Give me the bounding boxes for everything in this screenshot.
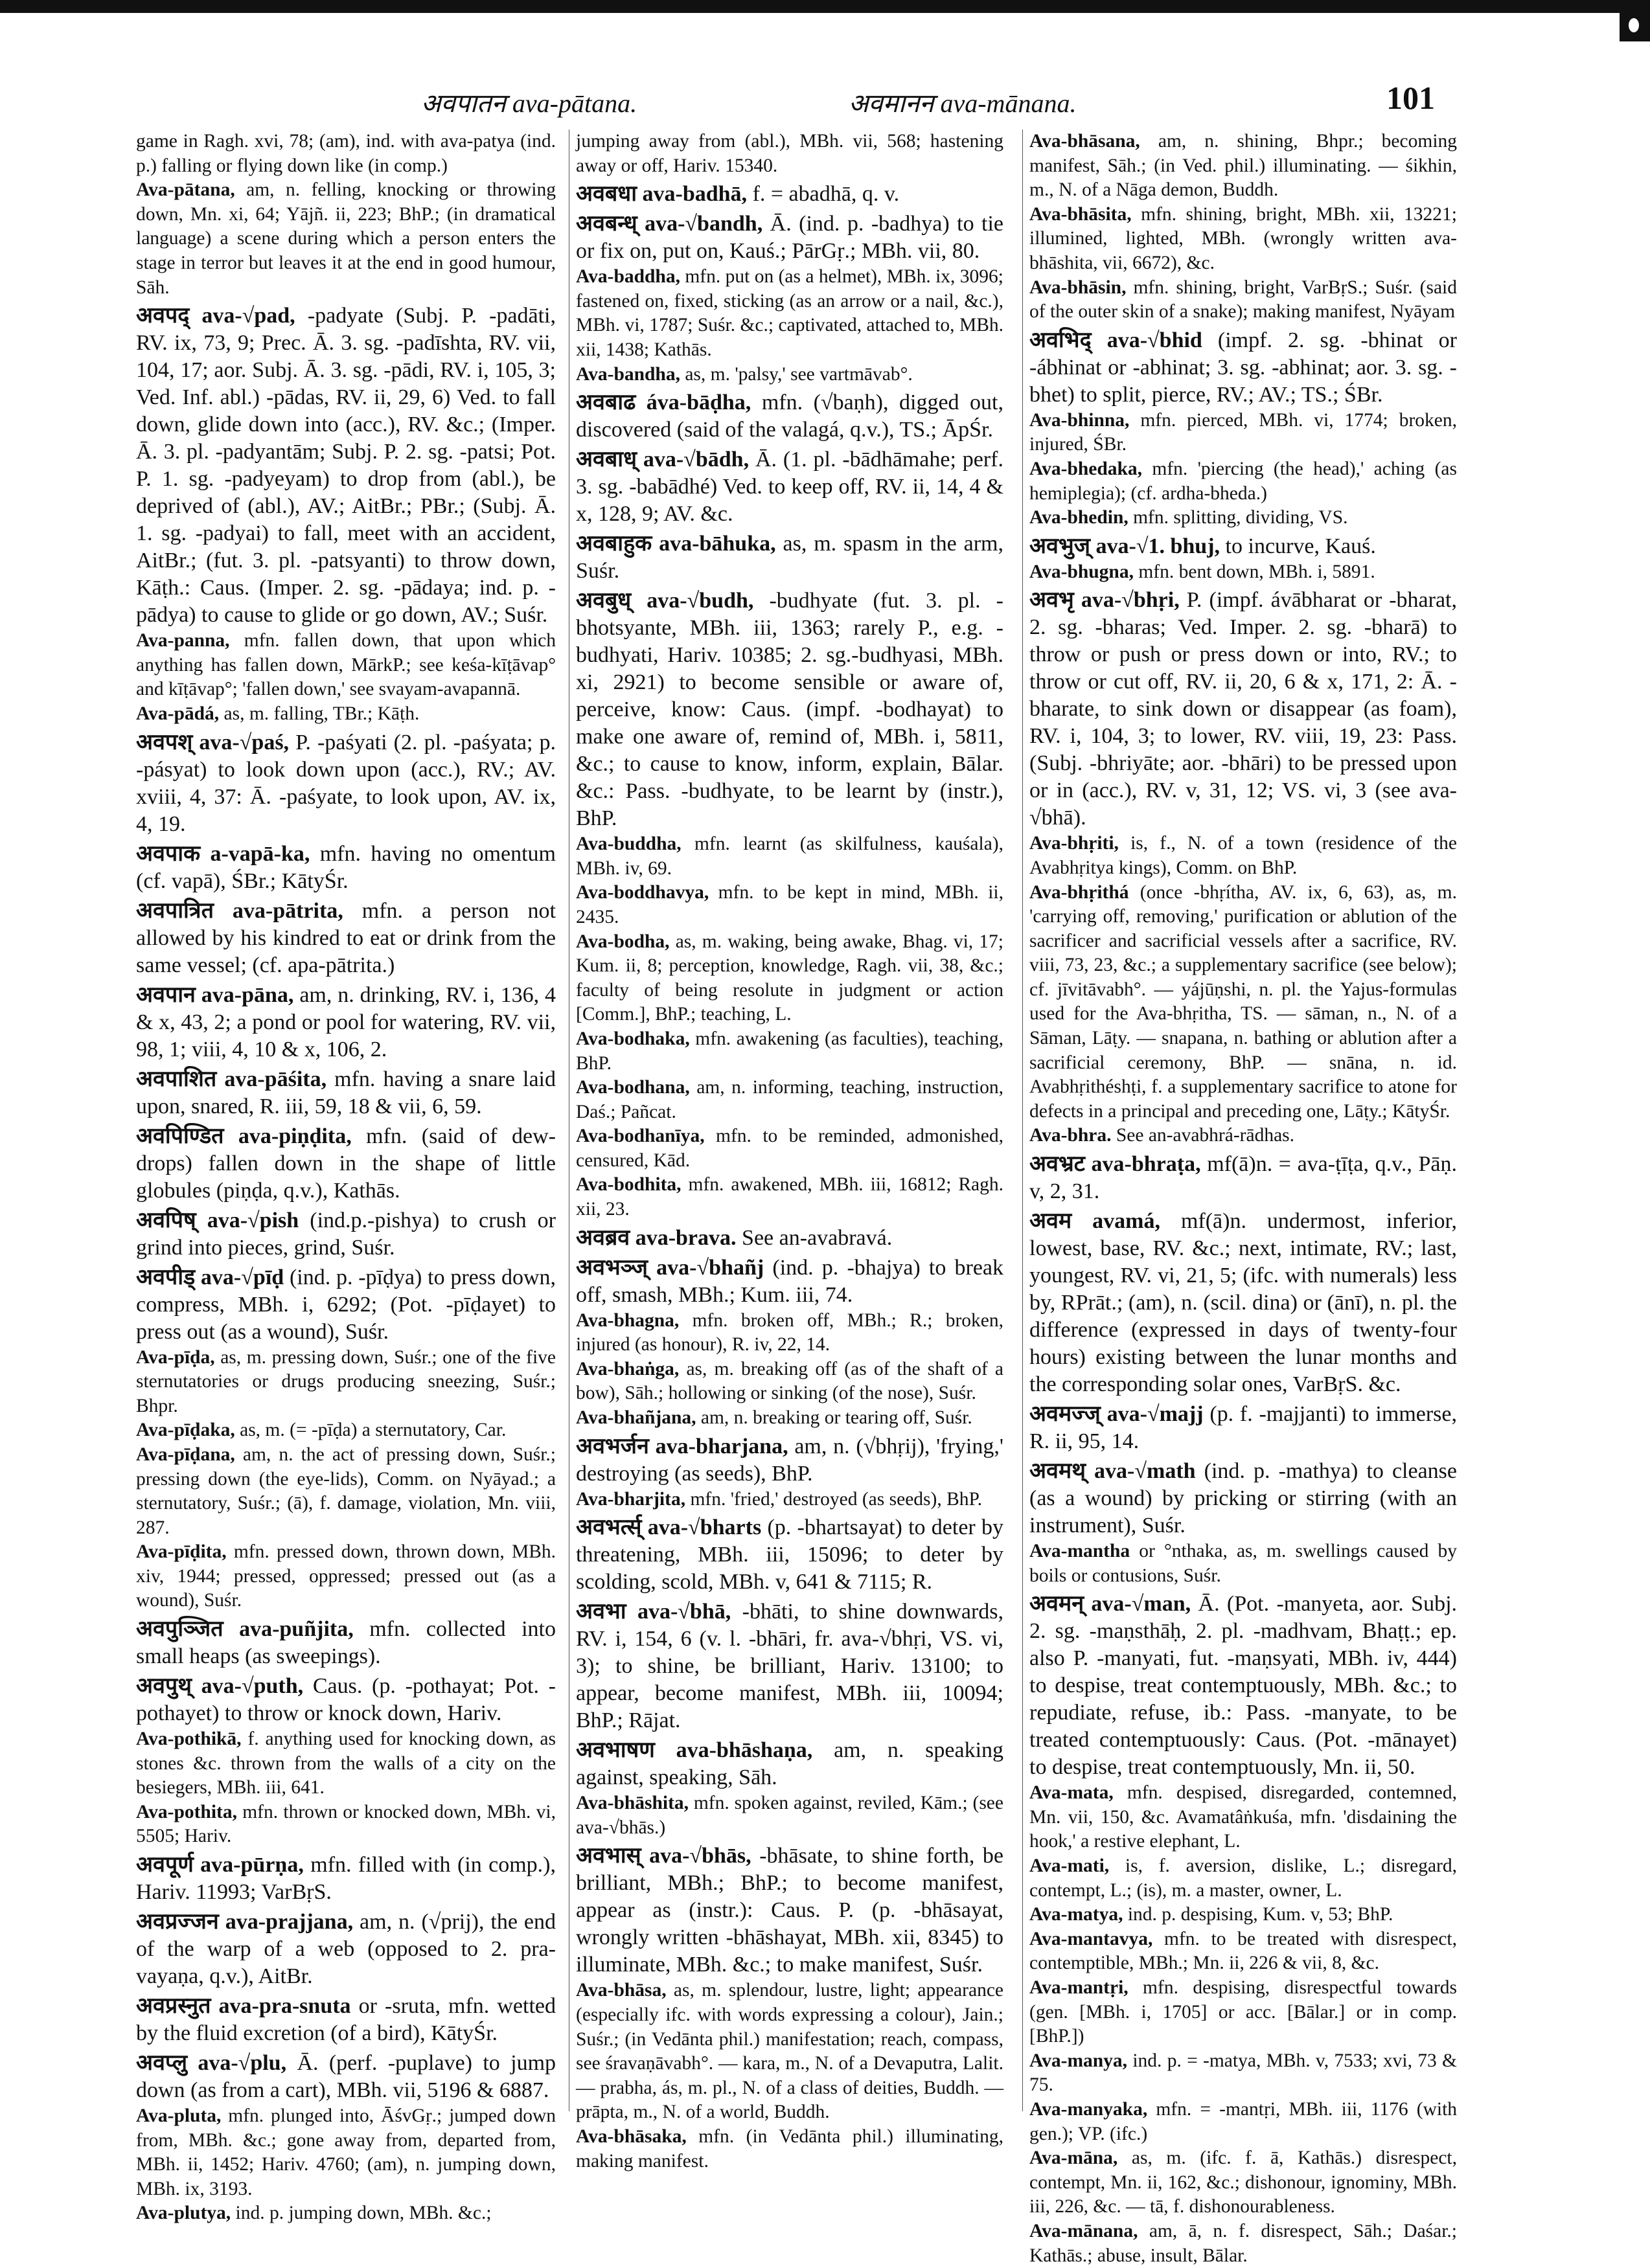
dictionary-entry: [136, 1993, 556, 2047]
entry-definition: mfn. shining, bright, VarBṛS.; Suśr. (said of the outer skin of a snake); making manifest, Nyāyam: [1029, 277, 1457, 323]
dictionary-entry: [576, 832, 1003, 881]
entry-definition: am, n. shining, Bhpr.; becoming manifest, Sāh.; (in Ved. phil.) illuminating. — śikhin, m., N. of a Nāga demon, Buddh.: [1029, 131, 1458, 201]
entry-headword: अवभा ava-√bhā,: [576, 1600, 731, 1624]
dictionary-entry: [576, 1433, 1003, 1488]
dictionary-entry: [136, 702, 556, 727]
entry-definition: as, m. pressing down, Suśr.; one of the five sternutatories or drugs producing sneezing, Suśr.; Bhpr.: [136, 1346, 556, 1416]
entry-definition: as, m. breaking off (as of the shaft of a bow), Sāh.; hollowing or sinking (of the nose), Suśr.: [576, 1358, 1003, 1404]
entry-definition: is, f. aversion, dislike, L.; disregard, contempt, L.; (is), m. a master, owner, L.: [1029, 1855, 1457, 1901]
entry-headword: Ava-mata,: [1029, 1782, 1114, 1804]
dictionary-entry: [1029, 1208, 1457, 1398]
entry-headword: Ava-mānana,: [1029, 2220, 1138, 2241]
entry-headword: Ava-bhinna,: [1029, 409, 1130, 431]
dictionary-entry: [576, 1843, 1003, 1979]
entry-headword: अवप्रज्जन ava-prajjana,: [136, 1910, 354, 1934]
entry-definition: Ā. (perf. -puplave) to jump down (as from a cart), MBh. vii, 5196 & 6887.: [136, 2051, 556, 2103]
entry-definition: to incurve, Kauś.: [1225, 534, 1376, 558]
dictionary-entry: [576, 265, 1003, 362]
entry-headword: Ava-bharjita,: [576, 1488, 686, 1510]
dictionary-entry: [136, 1727, 556, 1800]
entry-headword: अवपिण्डित ava-piṇḍita,: [136, 1124, 352, 1148]
entry-headword: Ava-bodhaka,: [576, 1028, 690, 1049]
dictionary-entry: [136, 2104, 556, 2201]
dictionary-entry: [1029, 1903, 1457, 1927]
entry-definition: or -sruta, mfn. wetted by the fluid excretion (of a bird), KātyŚr.: [136, 1994, 556, 2046]
entry-definition: mfn. awakening (as faculties), teaching, BhP.: [576, 1028, 1003, 1074]
entry-definition: as, m. spasm in the arm, Suśr.: [576, 532, 1003, 584]
dictionary-entry: [136, 2201, 556, 2226]
entry-headword: Ava-mantavya,: [1029, 1928, 1153, 1949]
entry-definition: mf(ā)n. = ava-ṭīṭa, q.v., Pāṇ. v, 2, 31.: [1029, 1152, 1457, 1204]
dictionary-entry: [136, 1909, 556, 1990]
entry-definition: -padyate (Subj. P. -padāti, RV. ix, 73, 9; Prec. Ā. 3. sg. -padīshta, RV. vii, 104, 17; aor. Subj. Ā. 3. sg. -pādi, RV. i, 105, 3; Ved. Inf. abl.) -pādas, RV. ii, 29, 6) Ved. to fall down, glide down into (acc.), RV. &c.; (Imper. Ā. 3. pl. -padyantām; Subj. P. 2. sg. -patsi; Pot. P. 1. sg. -padyeyam) to drop from (abl.), be deprived of (abl.), AV.; AitBr.; PBr.; (Subj. Ā. 1. sg. -padyai) to fall, meet with an accident, AitBr.; (fut. 3. pl. -patsyanti) to throw down, Kāṭh.: Caus. (Imper. 2. sg. -pādaya; ind. p. -pādya) to cause to glide or go down, AV.; Suśr.: [136, 304, 556, 628]
entry-headword: Ava-pluta,: [136, 2105, 222, 2127]
running-header: [136, 80, 1464, 123]
entry-definition: Ā. (Pot. -manyeta, aor. Subj. 2. sg. -maṇsthāḥ, 2. pl. -madhvam, Bhaṭṭ.; ep. also P. -manyati, fut. -maṇsyati, MBh. iv, 444) to despise, treat contemptuously, MBh. &c.; to repudiate, refuse, ib.: Pass. -manyate, to be treated contemptuously: Caus. (Pot. -mānayet) to despise, treat contemptuously, Mn. ii, 50.: [1029, 1592, 1458, 1780]
dictionary-entry: [576, 181, 1003, 208]
entry-headword: अवबुध् ava-√budh,: [576, 589, 754, 613]
entry-headword: Ava-buddha,: [576, 833, 682, 855]
entry-definition: ind. p. = -matya, MBh. v, 7533; xvi, 73 & 75.: [1029, 2050, 1457, 2096]
dictionary-entry: [136, 1673, 556, 1727]
entry-definition: mf(ā)n. undermost, inferior, lowest, base, RV. &c.; next, intimate, RV.; last, youngest, RV. vi, 21, 5; (ifc. with numerals) less by, RPrāt.; (am), n. (scil. dina) or (ānī), n. pl. the difference (expressed in days of twenty-four hours) existing between the lunar months and the corresponding solar ones, VarBṛS. &c.: [1029, 1209, 1457, 1397]
entry-definition: mfn. pressed down, thrown down, MBh. xiv, 1944; pressed, oppressed; pressed out (as a wound), Suśr.: [136, 1541, 556, 1611]
entry-definition: mfn. to be kept in mind, MBh. ii, 2435.: [576, 882, 1003, 927]
entry-headword: Ava-bhāsita,: [1029, 203, 1132, 225]
entry-headword: अवप्रस्नुत ava-pra-snuta: [136, 1994, 351, 2019]
dictionary-entry: [1029, 881, 1457, 1124]
entry-definition: mfn. 'piercing (the head),' aching (as hemiplegia); (cf. ardha-bheda.): [1029, 458, 1458, 504]
entry-definition: f. = abadhā, q. v.: [752, 182, 900, 207]
entry-definition: am, n. the act of pressing down, Suśr.; pressing down (the eye-lids), Comm. on Nyāyad.; a sternutatory, Suśr.; (ā), f. damage, violation, Mn. viii, 287.: [136, 1444, 556, 1538]
entry-definition: mfn. = -mantṛi, MBh. iii, 1176 (with gen.); VP. (ifc.): [1029, 2098, 1458, 2144]
entry-headword: अवपुथ् ava-√puth,: [136, 1674, 304, 1699]
dictionary-entry: [576, 1225, 1003, 1252]
entry-headword: Ava-bhedin,: [1029, 507, 1129, 528]
dictionary-entry: [136, 729, 556, 838]
entry-headword: Ava-bhāshita,: [576, 1793, 689, 1814]
dictionary-entry: [576, 1737, 1003, 1791]
entry-headword: अवपात्रित ava-pātrita,: [136, 898, 343, 923]
entry-definition: mfn. awakened, MBh. iii, 16812; Ragh. xii, 23.: [576, 1174, 1003, 1220]
entry-definition: mfn. filled with (in comp.), Hariv. 11993; VarBṛS.: [136, 1853, 556, 1905]
entry-headword: अवब्रव ava-brava.: [576, 1225, 737, 1250]
entry-definition: as, m. 'palsy,' see vartmāvab°.: [685, 363, 913, 385]
entry-headword: Ava-bhṛithá: [1029, 881, 1129, 903]
entry-definition: mfn. to be treated with disrespect, contemptible, MBh.; Mn. ii, 226 & vii, 8, &c.: [1029, 1928, 1457, 1974]
entry-definition: mfn. put on (as a helmet), MBh. ix, 3096; fastened on, fixed, sticking (as an arrow or a nail, &c.), MBh. vi, 1787; Suśr. &c.; captivated, attached to, MBh. xii, 1438; Kathās.: [576, 266, 1004, 360]
page-number: 101: [1386, 80, 1435, 116]
entry-definition: mfn. 'fried,' destroyed (as seeds), BhP.: [690, 1488, 983, 1510]
dictionary-entry: [136, 1346, 556, 1419]
entry-definition: mfn. (√baṇh), digged out, discovered (said of the valagá, q.v.), TS.; ĀpŚr.: [576, 391, 1004, 442]
dictionary-entry: [1029, 409, 1457, 457]
entry-headword: अवभर्जन ava-bharjana,: [576, 1434, 788, 1458]
entry-headword: Ava-bhugna,: [1029, 561, 1134, 582]
dictionary-entry: [576, 446, 1003, 528]
entry-definition: Ā. (1. pl. -bādhāmahe; perf. 3. sg. -babādhé) Ved. to keep off, RV. ii, 14, 4 & x, 128, 9; AV. &c.: [576, 448, 1003, 527]
entry-headword: अवमथ् ava-√math: [1029, 1459, 1196, 1484]
top-border-bar: [0, 0, 1650, 13]
dictionary-entry: [576, 1309, 1003, 1357]
entry-definition: am, n. speaking against, speaking, Sāh.: [576, 1738, 1004, 1790]
dictionary-entry: [136, 1418, 556, 1443]
entry-headword: Ava-bandha,: [576, 363, 680, 385]
entry-definition: jumping away from (abl.), MBh. vii, 568; hastening away or off, Hariv. 15340.: [576, 131, 1003, 176]
entry-headword: अवभाषण ava-bhāshaṇa,: [576, 1738, 813, 1763]
entry-definition: (ind. p. -pīḍya) to press down, compress, MBh. i, 6292; (Pot. -pīḍayet) to press out (as a wound), Suśr.: [136, 1265, 556, 1344]
entry-definition: (ind.p.-pishya) to crush or grind into pieces, grind, Suśr.: [136, 1208, 556, 1260]
entry-definition: ind. p. despising, Kum. v, 53; BhP.: [1127, 1904, 1393, 1925]
entry-definition: mfn. (in Vedānta phil.) illuminating, making manifest.: [576, 2126, 1003, 2172]
dictionary-entry: [1029, 1401, 1457, 1455]
dictionary-entry: [136, 1800, 556, 1849]
dictionary-entry: [576, 587, 1003, 832]
entry-definition: ind. p. jumping down, MBh. &c.;: [235, 2203, 492, 2224]
dictionary-entry: [1029, 203, 1457, 276]
entry-definition: mfn. plunged into, ĀśvGṛ.; jumped down from, MBh. &c.; gone away from, departed from, MBh. ii, 1452; Hariv. 4760; (am), n. jumping down, MBh. ix, 3193.: [136, 2105, 556, 2199]
entry-definition: (p. f. -majjanti) to immerse, R. ii, 95, 14.: [1029, 1402, 1457, 1454]
dictionary-entry: [1029, 2049, 1457, 2098]
entry-definition: mfn. a person not allowed by his kindred to eat or drink from the same vessel; (cf. apa-pātrita.): [136, 898, 556, 977]
dictionary-entry: [1029, 1151, 1457, 1205]
binding-hole-icon: [1629, 18, 1639, 32]
dictionary-entry: [576, 389, 1003, 444]
entry-headword: अवपान ava-pāna,: [136, 982, 294, 1007]
dictionary-entry: [1029, 2098, 1457, 2146]
dictionary-entry: [136, 1443, 556, 1540]
dictionary-entry: [576, 130, 1003, 178]
entry-definition: mfn. thrown or knocked down, MBh. vi, 5505; Hariv.: [136, 1801, 556, 1847]
entry-headword: Ava-mantṛi,: [1029, 1977, 1129, 1998]
entry-headword: Ava-manya,: [1029, 2050, 1128, 2071]
entry-definition: (ind. p. -bhajya) to break off, smash, MBh.; Kum. iii, 74.: [576, 1255, 1004, 1307]
dictionary-column-1: [136, 130, 556, 2224]
dictionary-column-2: [569, 130, 1004, 2172]
entry-definition: am, n. (√prij), the end of the warp of a web (opposed to 2. pra-vayaṇa, q.v.), AitBr.: [136, 1910, 556, 1989]
entry-definition: game in Ragh. xvi, 78; (am), ind. with ava-patya (ind. p.) falling or flying down like (in comp.): [136, 131, 556, 176]
dictionary-entry: [1029, 533, 1457, 560]
entry-definition: -budhyate (fut. 3. pl. -bhotsyante, MBh. iii, 1363; rarely P., e.g. -budhyati, Hariv. 10385; 2. sg.-budhyasi, MBh. xi, 2921) to become sensible or aware of, perceive, know: Caus. (impf. -bodhayat) to make one aware of, remind of, MBh. i, 5811, &c.; to cause to know, inform, explain, Bālar. &c.: Pass. -budhyate, to be learnt by (instr.), BhP.: [576, 589, 1004, 831]
entry-definition: as, m. (= -pīḍa) a sternutatory, Car.: [240, 1420, 507, 1441]
entry-headword: Ava-pīḍa,: [136, 1346, 215, 1368]
entry-definition: as, m. (ifc. f. ā, Kathās.) disrespect, contempt, Mn. ii, 162, &c.; dishonour, ignominy, MBh. iii, 226, &c. — tā, f. dishonourableness.: [1029, 2148, 1458, 2217]
entry-headword: अवमन् ava-√man,: [1029, 1592, 1191, 1616]
entry-definition: am, n. (√bhṛij), 'frying,' destroying (as seeds), BhP.: [576, 1434, 1003, 1486]
entry-headword: Ava-bodhana,: [576, 1077, 690, 1098]
dictionary-entry: [136, 1540, 556, 1613]
dictionary-entry: [136, 1852, 556, 1906]
dictionary-entry: [136, 1264, 556, 1346]
entry-definition: mfn. despising, disrespectful towards (gen. [MBh. i, 1705] or acc. [Bālar.] or in comp. [BhP.]): [1029, 1977, 1457, 2047]
entry-definition: as, m. splendour, lustre, light; appearance (especially ifc. with words expressing a colour), Jain.; Suśr.; (in Vedānta phil.) manifestation; reach, compass, see śravaṇāvabh°. — kara, m., N. of a Devaputra, Lalit. — prabha, ás, m. pl., N. of a class of deities, Buddh. — prāpta, m., N. of a world, Buddh.: [576, 1980, 1004, 2123]
entry-headword: Ava-māna,: [1029, 2148, 1118, 2169]
entry-headword: Ava-bhāsana,: [1029, 131, 1140, 152]
entry-definition: See an-avabhrá-rādhas.: [1116, 1125, 1295, 1146]
entry-headword: अवप्लु ava-√plu,: [136, 2051, 287, 2076]
dictionary-entry: [1029, 506, 1457, 530]
entry-headword: Ava-bhaṅga,: [576, 1358, 680, 1379]
entry-headword: Ava-pādá,: [136, 703, 220, 724]
dictionary-entry: [136, 302, 556, 629]
dictionary-entry: [576, 2125, 1003, 2173]
dictionary-entry: [576, 1254, 1003, 1309]
entry-definition: -bhāsate, to shine forth, be brilliant, MBh.; BhP.; to become manifest, appear as (instr.): Caus. P. (p. -bhāsayat, wrongly written -bhāshayat, MBh. xii, 8345) to illuminate, MBh. &c.; to make manifest, Suśr.: [576, 1844, 1004, 1977]
dictionary-entry: [1029, 457, 1457, 506]
entry-headword: Ava-bhagna,: [576, 1310, 680, 1331]
entry-headword: Ava-baddha,: [576, 266, 680, 288]
dictionary-entry: [576, 1488, 1003, 1512]
dictionary-entry: [1029, 327, 1457, 409]
dictionary-entry: [576, 930, 1003, 1027]
entry-definition: mfn. bent down, MBh. i, 5891.: [1138, 561, 1375, 582]
entry-headword: अवबाध् ava-√bādh,: [576, 448, 750, 472]
entry-definition: -bhāti, to shine downwards, RV. i, 154, 6 (v. l. -bhāri, fr. ava-√bhṛi, VS. vi, 3); to shine, be brilliant, Hariv. 13100; to appear, become manifest, MBh. iii, 10094; BhP.; Rājat.: [576, 1600, 1004, 1733]
dictionary-column-3: [1022, 130, 1458, 2266]
entry-definition: am, n. drinking, RV. i, 136, 4 & x, 43, 2; a pond or pool for watering, RV. vii, 98, 1; viii, 4, 10 & x, 106, 2.: [136, 982, 556, 1061]
entry-definition: f. anything used for knocking down, as stones &c. thrown from the walls of a city on the besiegers, MBh. iii, 641.: [136, 1729, 556, 1798]
entry-headword: Ava-mati,: [1029, 1855, 1110, 1876]
dictionary-entry: [1029, 1927, 1457, 1976]
entry-headword: Ava-bodhanīya,: [576, 1126, 705, 1147]
dictionary-entry: [576, 530, 1003, 585]
dictionary-entry: [136, 1616, 556, 1670]
entry-headword: Ava-manyaka,: [1029, 2098, 1148, 2120]
dictionary-entry: [1029, 560, 1457, 585]
dictionary-entry: [136, 1207, 556, 1262]
dictionary-entry: [576, 1791, 1003, 1840]
entry-definition: mfn. fallen down, that upon which anything has fallen down, MārkP.; see keśa-kīṭāvap° and kīṭāvap°; 'fallen down,' see svayam-avapannā.: [136, 630, 556, 700]
entry-headword: Ava-panna,: [136, 630, 230, 652]
entry-definition: (impf. 2. sg. -bhinat or -ábhinat or -abhinat; 3. sg. -abhinat; aor. 3. sg. -bhet) to split, pierce, RV.; AV.; TS.; ŚBr.: [1029, 328, 1457, 407]
entry-definition: mfn. spoken against, reviled, Kām.; (see ava-√bhās.): [576, 1793, 1003, 1838]
entry-definition: mfn. having no omentum (cf. vapā), ŚBr.; KātyŚr.: [136, 841, 556, 893]
entry-headword: अवमज्ज् ava-√majj: [1029, 1402, 1204, 1427]
entry-definition: as, m. waking, being awake, Bhag. vi, 17; Kum. ii, 8; perception, knowledge, Ragh. vii, 38, &c.; faculty of being resolute in judgment or action [Comm.], BhP.; teaching, L.: [576, 931, 1004, 1025]
dictionary-entry: [136, 898, 556, 979]
entry-definition: am, n. breaking or tearing off, Suśr.: [700, 1407, 972, 1429]
entry-definition: or °nthaka, as, m. swellings caused by boils or contusions, Suśr.: [1029, 1541, 1457, 1586]
entry-headword: अवपीड् ava-√pīḍ: [136, 1265, 284, 1289]
dictionary-entry: [136, 1123, 556, 1205]
entry-headword: अवभ्रट ava-bhraṭa,: [1029, 1152, 1201, 1177]
entry-definition: Caus. (p. -pothayat; Pot. -pothayet) to throw or knock down, Hariv.: [136, 1674, 556, 1726]
entry-headword: Ava-bhra.: [1029, 1125, 1112, 1146]
dictionary-entry: [1029, 2146, 1457, 2219]
entry-definition: (p. -bhartsayat) to deter by threatening, MBh. iii, 15096; to deter by scolding, scold, MBh. v, 641 & 7115; R.: [576, 1515, 1003, 1594]
running-head-left: अवपातन ava-pātana.: [421, 89, 637, 118]
entry-headword: Ava-pothita,: [136, 1801, 237, 1822]
entry-definition: mfn. learnt (as skilfulness, kauśala), MBh. iv, 69.: [576, 833, 1003, 879]
entry-headword: Ava-bhāsaka,: [576, 2126, 687, 2147]
entry-headword: Ava-bodha,: [576, 931, 670, 952]
entry-definition: mfn. to be reminded, admonished, censured, Kād.: [576, 1126, 1003, 1171]
dictionary-entry: [576, 1076, 1003, 1124]
entry-headword: अवपश् ava-√paś,: [136, 730, 290, 754]
entry-definition: mfn. splitting, dividing, VS.: [1133, 507, 1348, 528]
dictionary-entry: [136, 629, 556, 702]
dictionary-entry: [136, 841, 556, 895]
dictionary-entry: [576, 1598, 1003, 1734]
entry-definition: mfn. pierced, MBh. vi, 1774; broken, injured, ŚBr.: [1029, 409, 1457, 455]
dictionary-entry: [136, 178, 556, 300]
entry-headword: Ava-pothikā,: [136, 1729, 242, 1750]
entry-headword: Ava-bhāsin,: [1029, 277, 1127, 298]
dictionary-entry: [1029, 2219, 1457, 2268]
entry-headword: Ava-boddhavya,: [576, 882, 709, 903]
entry-headword: अवबधा ava-badhā,: [576, 182, 748, 207]
dictionary-entry: [1029, 1854, 1457, 1903]
entry-headword: Ava-matya,: [1029, 1904, 1123, 1925]
entry-headword: Ava-bhañjana,: [576, 1407, 696, 1429]
entry-headword: Ava-mantha: [1029, 1541, 1130, 1562]
entry-headword: Ava-pātana,: [136, 179, 235, 201]
entry-headword: अवभञ्ज् ava-√bhañj: [576, 1255, 764, 1280]
dictionary-entry: [1029, 1124, 1457, 1148]
dictionary-entry: [1029, 832, 1457, 880]
dictionary-entry: [576, 363, 1003, 387]
entry-headword: Ava-pīḍana,: [136, 1444, 235, 1465]
dictionary-entry: [1029, 1781, 1457, 1854]
entry-definition: mfn. shining, bright, MBh. xii, 13221; illumined, lighted, MBh. (wrongly written ava-bhāshita, vii, 6672), &c.: [1029, 203, 1457, 273]
dictionary-entry: [576, 1027, 1003, 1076]
entry-headword: अवभुज् ava-√1. bhuj,: [1029, 534, 1220, 558]
entry-headword: अवभर्त्स् ava-√bharts: [576, 1515, 762, 1540]
entry-headword: अवभिद् ava-√bhid: [1029, 328, 1202, 352]
entry-definition: (ind. p. -mathya) to cleanse (as a wound) by pricking or stirring (with an instrument), Suśr.: [1029, 1459, 1457, 1538]
entry-definition: (once -bhṛítha, AV. ix, 6, 63), as, m. 'carrying off, removing,' purification or ablution of the sacrificer and sacrificial vessels after a sacrifice, RV. viii, 73, 23, &c.; a supplementary sacrifice (see below); cf. jīvitāvabh°. — yájūṇshi, n. pl. the Yajus-formulas used for the Ava-bhṛitha, TS. — sāman, n., N. of a Sāman, Lāṭy. — snapana, n. bathing or ablution after a sacrificial ceremony, BhP. — snāna, n. id. Avabhṛithéshṭi, f. a supplementary sacrifice to atone for defects in a principal and preceding one, Lāṭy.; KātyŚr.: [1029, 881, 1458, 1122]
dictionary-entry: [576, 1124, 1003, 1173]
entry-definition: P. (impf. ávābharat or -bharat, 2. sg. -bharas; Ved. Imper. 2. sg. -bharā) to throw or push or press down or into, RV.; to throw or cut off, RV. ii, 20, 6 & x, 171, 2: Ā. -bharate, to sink down or disappear (as foam), RV. i, 104, 3; to lower, RV. viii, 19, 23: Pass. (Subj. -bhriyāte; aor. -bhāri) to be pressed upon or in (acc.), RV. v, 31, 12; VS. vi, 3 (see ava-√bhā).: [1029, 588, 1457, 830]
entry-headword: अवबाहुक ava-bāhuka,: [576, 532, 776, 556]
entry-headword: अवपद् ava-√pad,: [136, 304, 295, 328]
dictionary-entry: [576, 881, 1003, 929]
dictionary-entry: [136, 2050, 556, 2104]
dictionary-entry: [1029, 1539, 1457, 1588]
entry-headword: अवपिष् ava-√pish: [136, 1208, 299, 1232]
entry-definition: See an-avabravá.: [742, 1225, 893, 1250]
entry-definition: am, ā, n. f. disrespect, Sāh.; Daśar.; Kathās.; abuse, insult, Bālar.: [1029, 2220, 1457, 2266]
entry-headword: Ava-pīḍaka,: [136, 1420, 235, 1441]
entry-headword: अवम avamá,: [1029, 1209, 1160, 1234]
entry-headword: अवपाक a-vapā-ka,: [136, 841, 310, 866]
entry-headword: Ava-bodhita,: [576, 1174, 682, 1196]
dictionary-entry: [576, 1357, 1003, 1406]
dictionary-entry: [136, 130, 556, 178]
dictionary-entry: [576, 1173, 1003, 1221]
entry-headword: अवपूर्ण ava-pūrṇa,: [136, 1853, 304, 1877]
entry-headword: अवबाढ áva-bāḍha,: [576, 391, 751, 415]
entry-definition: as, m. falling, TBr.; Kāṭh.: [223, 703, 420, 724]
entry-definition: mfn. having a snare laid upon, snared, R. iii, 59, 18 & vii, 6, 59.: [136, 1067, 556, 1118]
entry-headword: Ava-pīḍita,: [136, 1541, 227, 1563]
entry-definition: am, n. felling, knocking or throwing down, Mn. xi, 64; Yājñ. ii, 223; BhP.; (in dramatical language) a scene during which a person enters the stage in terror but leaves it at the end in good humour, Sāh.: [136, 179, 556, 298]
dictionary-entry: [1029, 1458, 1457, 1539]
entry-headword: Ava-plutya,: [136, 2203, 231, 2224]
entry-headword: अवबन्ध् ava-√bandh,: [576, 212, 763, 236]
entry-definition: mfn. collected into small heaps (as sweepings).: [136, 1617, 556, 1669]
dictionary-entry: [576, 1406, 1003, 1431]
entry-definition: P. -paśyati (2. pl. -paśyata; p. -pásyat) to look down upon (acc.), RV.; AV. xviii, 4, 37: Ā. -paśyate, to look upon, AV. ix, 4, 19.: [136, 730, 556, 836]
entry-headword: Ava-bhāsa,: [576, 1980, 667, 2001]
dictionary-entry: [576, 1979, 1003, 2125]
entry-definition: Ā. (ind. p. -badhya) to tie or fix on, put on, Kauś.; PārGṛ.; MBh. vii, 80.: [576, 212, 1003, 264]
dictionary-entry: [136, 1066, 556, 1120]
dictionary-entry: [1029, 1976, 1457, 2049]
dictionary-entry: [1029, 587, 1457, 832]
entry-headword: Ava-bhṛiti,: [1029, 833, 1119, 854]
entry-headword: अवभास् ava-√bhās,: [576, 1844, 751, 1868]
dictionary-entry: [576, 210, 1003, 265]
entry-definition: mfn. broken off, MBh.; R.; broken, injured (as honour), R. iv, 22, 14.: [576, 1310, 1003, 1355]
entry-definition: is, f., N. of a town (residence of the Avabhṛitya kings), Comm. on BhP.: [1029, 833, 1457, 878]
dictionary-entry: [576, 1514, 1003, 1596]
dictionary-entry: [1029, 1591, 1457, 1781]
page-edge-marker: [1620, 12, 1650, 41]
running-head-right: अवमानन ava-mānana.: [849, 89, 1077, 118]
dictionary-entry: [1029, 130, 1457, 203]
entry-headword: अवपाशित ava-pāśita,: [136, 1067, 327, 1091]
entry-definition: mfn. despised, disregarded, contemned, Mn. vii, 150, &c. Avamatâṅkuśa, mfn. 'disdaining the hook,' a restive elephant, L.: [1029, 1782, 1458, 1852]
dictionary-entry: [1029, 276, 1457, 324]
entry-headword: अवपुञ्जित ava-puñjita,: [136, 1617, 354, 1642]
entry-headword: अवभृ ava-√bhṛi,: [1029, 588, 1180, 613]
dictionary-entry: [136, 982, 556, 1063]
entry-definition: am, n. informing, teaching, instruction, Daś.; Pañcat.: [576, 1077, 1003, 1122]
entry-definition: mfn. (said of dew-drops) fallen down in the shape of little globules (piṇḍa, q.v.), Kathās.: [136, 1124, 556, 1203]
entry-headword: Ava-bhedaka,: [1029, 458, 1143, 479]
